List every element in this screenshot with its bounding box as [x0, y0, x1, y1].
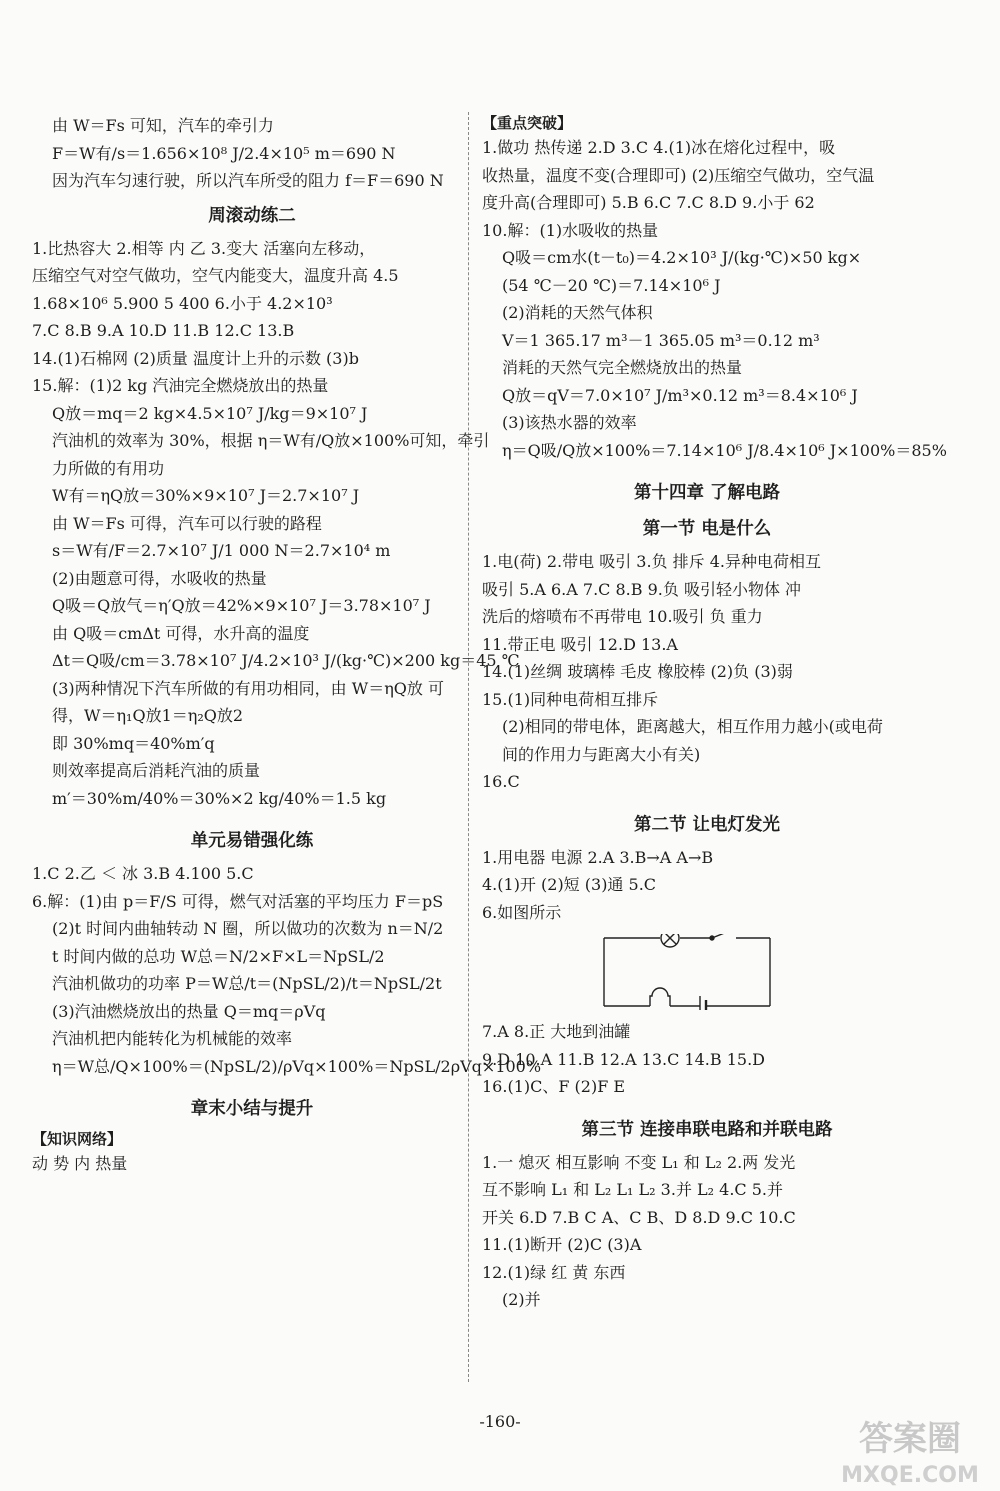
- answer-line: 9.D 10.A 11.B 12.A 13.C 14.B 15.D: [482, 1049, 765, 1069]
- answer-line: 洗后的熔喷布不再带电 10.吸引 负 重力: [482, 607, 763, 626]
- answer-line: 11.带正电 吸引 12.D 13.A: [482, 634, 678, 654]
- answer-line: 1.68×10⁶ 5.900 5 400 6.小于 4.2×10³: [32, 293, 333, 313]
- answer-line: 1.用电器 电源 2.A 3.B→A A→B: [482, 847, 714, 867]
- formula-line: η＝Q吸/Q放×100%＝7.14×10⁶ J/8.4×10⁶ J×100%＝85%: [502, 440, 947, 460]
- answer-line: 互不影响 L₁ 和 L₂ L₁ L₂ 3.并 L₂ 4.C 5.并: [482, 1180, 784, 1199]
- answer-line: 1.C 2.乙 ＜ 冰 3.B 4.100 5.C: [32, 864, 254, 883]
- page-number: -160-: [479, 1412, 521, 1431]
- answer-line: (2)相同的带电体，距离越大，相互作用力越小(或电荷: [502, 717, 883, 736]
- formula-line: 即 30%mq＝40%m′q: [52, 733, 215, 753]
- answer-line: 1.做功 热传递 2.D 3.C 4.(1)冰在熔化过程中，吸: [482, 138, 836, 157]
- answer-line: (2)由题意可得，水吸收的热量: [52, 568, 267, 588]
- answer-line: 汽油机把内能转化为机械能的效率: [52, 1029, 293, 1048]
- answer-line: 16.(1)C、F (2)F E: [482, 1077, 626, 1096]
- answer-line: 14.(1)丝绸 玻璃棒 毛皮 橡胶棒 (2)负 (3)弱: [482, 662, 793, 681]
- answer-line: (3)该热水器的效率: [502, 413, 637, 432]
- answer-line: 动 势 内 热量: [32, 1154, 128, 1173]
- answer-line: 消耗的天然气完全燃烧放出的热量: [502, 358, 743, 377]
- answer-line: 1.比热容大 2.相等 内 乙 3.变大 活塞向左移动，: [32, 238, 376, 258]
- section-title-what-is-electricity: 第一节 电是什么: [642, 519, 772, 539]
- answer-line: 力所做的有用功: [52, 458, 165, 478]
- section-title-chapter-summary: 章末小结与提升: [190, 1099, 314, 1119]
- answer-line: 15.(1)同种电荷相互排斥: [482, 689, 659, 709]
- answer-line: 12.(1)绿 红 黄 东西: [482, 1262, 626, 1282]
- formula-line: Δt＝Q吸/cm＝3.78×10⁷ J/4.2×10³ J/(kg·℃)×200 kg＝45 ℃: [52, 651, 520, 670]
- bell-icon: [650, 988, 670, 1006]
- answer-line: 则效率提高后消耗汽油的质量: [52, 761, 261, 780]
- text-line: 因为汽车匀速行驶，所以汽车所受的阻力 f＝F＝690 N: [52, 171, 444, 190]
- bracket-heading-knowledge-network: 【知识网络】: [32, 1130, 123, 1148]
- formula-line: η＝W总/Q×100%＝(NpSL/2)/ρVq×100%＝NpSL/2ρVq×100%: [52, 1056, 542, 1076]
- answer-line: 6.如图所示: [482, 902, 562, 922]
- watermark-logo: [760, 1410, 1000, 1490]
- answer-line: 16.C: [482, 772, 520, 791]
- answer-line: 收热量，温度不变(合理即可) (2)压缩空气做功，空气温: [482, 165, 875, 185]
- formula-line: F＝W有/s＝1.656×10⁸ J/2.4×10⁵ m＝690 N: [52, 143, 396, 163]
- watermark-text-url: MXQE.COM: [841, 1463, 979, 1488]
- formula-line: (54 ℃－20 ℃)＝7.14×10⁶ J: [502, 275, 721, 295]
- answer-line: 15.解：(1)2 kg 汽油完全燃烧放出的热量: [32, 376, 329, 395]
- section-title-series-parallel: 第三节 连接串联电路和并联电路: [581, 1119, 833, 1140]
- answer-line: 1.一 熄灭 相互影响 不变 L₁ 和 L₂ 2.两 发光: [482, 1152, 796, 1172]
- answer-line: 4.(1)开 (2)短 (3)通 5.C: [482, 875, 657, 894]
- switch-icon: [712, 934, 732, 938]
- formula-line: V＝1 365.17 m³－1 365.05 m³＝0.12 m³: [502, 330, 820, 350]
- section-title-light-the-lamp: 第二节 让电灯发光: [633, 814, 781, 835]
- answer-line: 1.电(荷) 2.带电 吸引 3.负 排斥 4.异种电荷相互: [482, 552, 821, 571]
- answer-line: (3)两种情况下汽车所做的有用功相同，由 W＝ηQ放 可: [52, 678, 444, 698]
- formula-line: t 时间内做的总功 W总＝N/2×F×L＝NpSL/2: [52, 946, 385, 966]
- formula-line: m′＝30%m/40%＝30%×2 kg/40%＝1.5 kg: [52, 788, 387, 808]
- formula-line: W有＝ηQ放＝30%×9×10⁷ J＝2.7×10⁷ J: [52, 486, 360, 505]
- answer-line: (3)汽油燃烧放出的热量 Q＝mq＝ρVq: [52, 1001, 326, 1021]
- section-title-unit-error-practice: 单元易错强化练: [190, 831, 314, 851]
- answer-line: 间的作用力与距离大小有关): [502, 744, 701, 764]
- answer-line: 由 Q吸＝cmΔt 可得，水升高的温度: [52, 623, 310, 643]
- lamp-icon: [661, 934, 679, 947]
- right-column: [482, 112, 947, 1314]
- answer-line: 度升高(合理即可) 5.B 6.C 7.C 8.D 9.小于 62: [482, 193, 815, 212]
- answer-line: (2)并: [502, 1290, 541, 1309]
- answer-line: 7.C 8.B 9.A 10.D 11.B 12.C 13.B: [32, 321, 295, 340]
- formula-line: Q吸＝Q放气＝η′Q放＝42%×9×10⁷ J＝3.78×10⁷ J: [52, 596, 431, 615]
- formula-line: Q吸＝cm水(t－t₀)＝4.2×10³ J/(kg·℃)×50 kg×: [502, 248, 862, 267]
- answer-line: 10.解：(1)水吸收的热量: [482, 220, 659, 240]
- answer-line: 7.A 8.正 大地到油罐: [482, 1022, 631, 1041]
- answer-line: (2)t 时间内曲轴转动 N 圈，所以做功的次数为 n＝N/2: [52, 919, 444, 938]
- answer-line: 由 W＝Fs 可得，汽车可以行驶的路程: [52, 513, 322, 533]
- answer-line: 14.(1)石棉网 (2)质量 温度计上升的示数 (3)b: [32, 348, 359, 368]
- watermark-text-cn: 答案圈: [859, 1419, 961, 1459]
- formula-line: Q放＝mq＝2 kg×4.5×10⁷ J/kg＝9×10⁷ J: [52, 403, 368, 423]
- circuit-diagram: [602, 934, 772, 1010]
- answer-line: 开关 6.D 7.B C A、C B、D 8.D 9.C 10.C: [482, 1207, 796, 1227]
- answer-line: (2)消耗的天然气体积: [502, 303, 653, 322]
- formula-line: s＝W有/F＝2.7×10⁷ J/1 000 N＝2.7×10⁴ m: [52, 541, 391, 560]
- answer-line: 6.解：(1)由 p＝F/S 可得，燃气对活塞的平均压力 F＝pS: [32, 891, 444, 911]
- answer-line: 压缩空气对空气做功，空气内能变大，温度升高 4.5: [32, 266, 399, 285]
- answer-line: 吸引 5.A 6.A 7.C 8.B 9.负 吸引轻小物体 冲: [482, 579, 802, 599]
- text-line: 由 W＝Fs 可知，汽车的牵引力: [52, 116, 274, 135]
- bracket-heading-key-breakthrough: 【重点突破】: [482, 114, 573, 132]
- answer-line: 得，W＝η₁Q放1＝η₂Q放2: [52, 706, 244, 725]
- section-title-weekly-practice-2: 周滚动练二: [208, 205, 296, 226]
- chapter-title: 第十四章 了解电路: [633, 483, 781, 503]
- formula-line: Q放＝qV＝7.0×10⁷ J/m³×0.12 m³＝8.4×10⁶ J: [502, 385, 858, 405]
- formula-line: 汽油机做功的功率 P＝W总/t＝(NpSL/2)/t＝NpSL/2t: [52, 974, 442, 993]
- answer-line: 汽油机的效率为 30%，根据 η＝W有/Q放×100%可知，牵引: [52, 431, 490, 450]
- answer-line: 11.(1)断开 (2)C (3)A: [482, 1235, 642, 1254]
